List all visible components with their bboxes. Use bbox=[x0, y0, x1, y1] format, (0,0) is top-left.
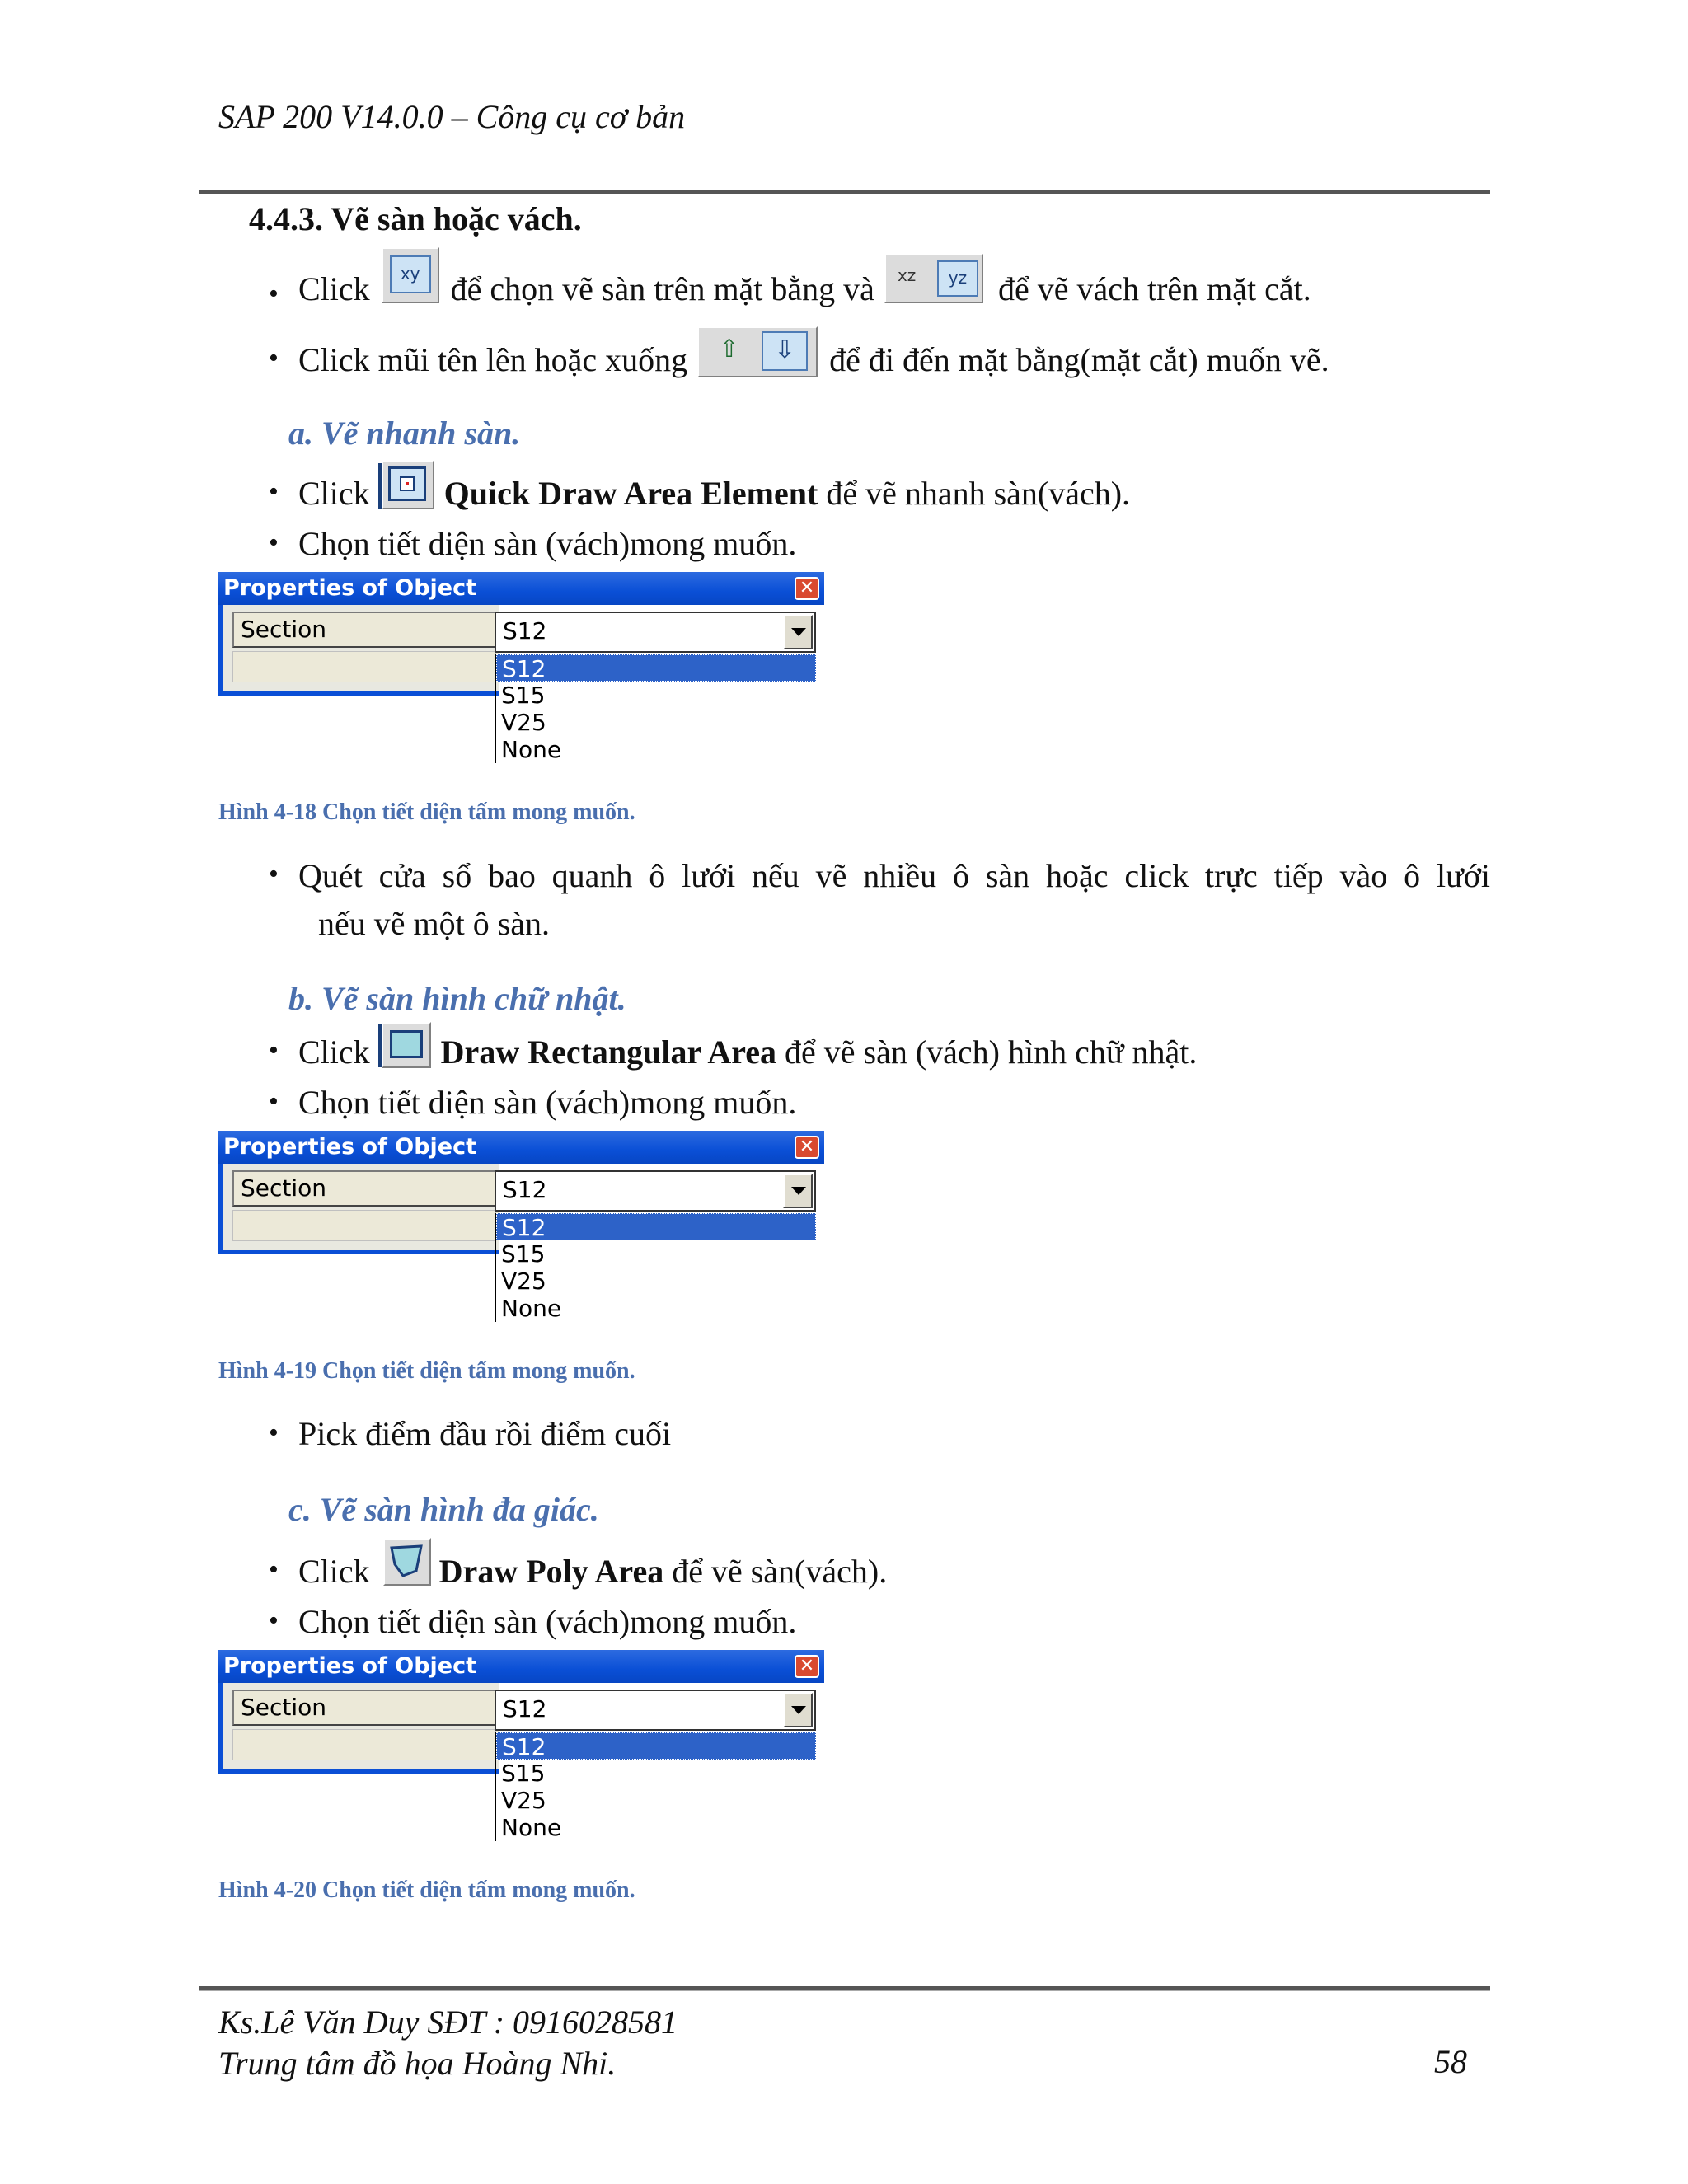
chevron-down-icon[interactable] bbox=[783, 615, 813, 649]
move-down-icon[interactable]: ⇩ bbox=[762, 331, 808, 371]
section-option-list bbox=[495, 654, 816, 763]
section-option[interactable]: S15 bbox=[501, 1240, 546, 1268]
section-option[interactable]: S12 bbox=[496, 1732, 816, 1760]
footer-center: Trung tâm đồ họa Hoàng Nhi. bbox=[218, 2045, 617, 2082]
section-dropdown-value: S12 bbox=[503, 1695, 547, 1722]
yz-view-icon[interactable]: yz bbox=[937, 260, 978, 297]
bullet: • bbox=[269, 476, 279, 507]
xz-yz-view-buttons[interactable] bbox=[884, 254, 983, 303]
dialog-title: Properties of Object bbox=[218, 572, 824, 605]
properties-dialog bbox=[218, 1131, 824, 1322]
polygon-icon bbox=[385, 1540, 429, 1584]
bullet: • bbox=[269, 343, 279, 373]
dialog-title: Properties of Object bbox=[218, 1650, 824, 1683]
footer-rule bbox=[199, 1986, 1490, 1991]
part-c-heading: c. Vẽ sàn hình đa giác. bbox=[288, 1491, 599, 1528]
chevron-down-icon[interactable] bbox=[783, 1174, 813, 1208]
tool-name: Draw Rectangular Area bbox=[440, 1033, 777, 1071]
section-option[interactable]: S15 bbox=[501, 1760, 546, 1787]
click-word: Click bbox=[298, 474, 370, 512]
section-option[interactable]: S12 bbox=[496, 654, 816, 682]
footer-author: Ks.Lê Văn Duy SĐT : 0916028581 bbox=[218, 2004, 678, 2041]
part-a-heading: a. Vẽ nhanh sàn. bbox=[288, 415, 521, 452]
part-c-line-2: Chọn tiết diện sàn (vách)mong muốn. bbox=[298, 1603, 797, 1640]
bullet: • bbox=[269, 1035, 279, 1066]
page-header-title: SAP 200 V14.0.0 – Công cụ cơ bản bbox=[218, 98, 686, 135]
bullet: • bbox=[269, 1554, 279, 1585]
part-a-paragraph bbox=[298, 852, 1490, 948]
bullet: • bbox=[269, 1086, 279, 1117]
figure-caption: Hình 4-20 Chọn tiết diện tấm mong muốn. bbox=[218, 1877, 635, 1903]
intro-line-2-start: Click mũi tên lên hoặc xuống bbox=[298, 340, 688, 378]
bullet: • bbox=[269, 1605, 279, 1636]
level-nav-buttons[interactable] bbox=[697, 326, 818, 377]
section-heading: 4.4.3. Vẽ sàn hoặc vách. bbox=[249, 200, 582, 237]
close-icon[interactable]: ✕ bbox=[795, 1136, 819, 1159]
section-label-blank bbox=[232, 1729, 496, 1760]
close-icon[interactable]: ✕ bbox=[795, 1655, 819, 1678]
part-a-line-2: Chọn tiết diện sàn (vách)mong muốn. bbox=[298, 525, 797, 562]
section-option[interactable]: V25 bbox=[501, 1787, 546, 1814]
quick-draw-area-button[interactable] bbox=[382, 460, 434, 509]
section-label-blank bbox=[232, 1210, 496, 1241]
section-option[interactable]: V25 bbox=[501, 1268, 546, 1295]
tool-name: Quick Draw Area Element bbox=[443, 474, 818, 512]
section-option[interactable]: S12 bbox=[496, 1213, 816, 1240]
intro-line-1 bbox=[298, 247, 1311, 330]
section-option[interactable]: S15 bbox=[501, 682, 546, 709]
section-label: Section bbox=[232, 1170, 496, 1207]
part-c-line-1-end: để vẽ sàn(vách). bbox=[672, 1552, 888, 1590]
move-up-icon[interactable]: ⇧ bbox=[719, 335, 740, 363]
dialog-title: Properties of Object bbox=[218, 1131, 824, 1164]
part-a-line-1-end: để vẽ nhanh sàn(vách). bbox=[826, 474, 1131, 512]
section-dropdown[interactable] bbox=[495, 612, 816, 653]
bullet: • bbox=[269, 859, 279, 889]
part-b-line-3: Pick điểm đầu rồi điểm cuối bbox=[298, 1415, 672, 1452]
bullet: • bbox=[269, 527, 279, 558]
click-word: Click bbox=[298, 1033, 370, 1071]
draw-rectangular-area-button[interactable] bbox=[382, 1022, 431, 1068]
quick-draw-area-icon bbox=[388, 466, 426, 501]
xy-view-button[interactable] bbox=[382, 247, 439, 303]
click-word: Click bbox=[298, 1552, 370, 1590]
part-a-line-3: Quét cửa sổ bao quanh ô lưới nếu vẽ nhiều ô sàn hoặc click trực tiếp vào ô lưới bbox=[298, 857, 1490, 894]
section-dropdown[interactable] bbox=[495, 1690, 816, 1731]
rectangle-icon bbox=[390, 1030, 423, 1058]
section-label: Section bbox=[232, 612, 496, 648]
dialog-body bbox=[218, 605, 499, 696]
part-b-line-1 bbox=[298, 1010, 1197, 1093]
bullet: • bbox=[269, 1418, 279, 1448]
section-option-list bbox=[495, 1732, 816, 1841]
properties-dialog bbox=[218, 1650, 824, 1841]
figure-caption: Hình 4-19 Chọn tiết diện tấm mong muốn. bbox=[218, 1358, 635, 1384]
part-a-line-1 bbox=[298, 452, 1130, 534]
tool-name: Draw Poly Area bbox=[438, 1552, 664, 1590]
section-dropdown-value: S12 bbox=[503, 1176, 547, 1203]
part-c-line-1 bbox=[298, 1530, 887, 1612]
intro-line-2-end: để đi đến mặt bằng(mặt cắt) muốn vẽ. bbox=[829, 340, 1329, 378]
section-option[interactable]: None bbox=[501, 1814, 562, 1841]
part-b-line-1-end: để vẽ sàn (vách) hình chữ nhật. bbox=[785, 1033, 1198, 1071]
section-label-blank bbox=[232, 651, 496, 682]
chevron-down-icon[interactable] bbox=[783, 1693, 813, 1727]
dialog-body bbox=[218, 1683, 499, 1774]
draw-poly-area-button[interactable] bbox=[383, 1538, 431, 1586]
xy-view-icon: xy bbox=[390, 255, 431, 293]
header-rule bbox=[199, 190, 1490, 194]
close-icon[interactable]: ✕ bbox=[795, 577, 819, 600]
intro-line-1-end: để vẽ vách trên mặt cắt. bbox=[997, 269, 1311, 307]
dialog-body bbox=[218, 1164, 499, 1254]
section-label: Section bbox=[232, 1690, 496, 1726]
figure-caption: Hình 4-18 Chọn tiết diện tấm mong muốn. bbox=[218, 799, 635, 825]
xz-view-icon[interactable]: xz bbox=[897, 265, 917, 285]
intro-line-2 bbox=[298, 318, 1329, 401]
part-b-heading: b. Vẽ sàn hình chữ nhật. bbox=[288, 980, 626, 1017]
section-dropdown-value: S12 bbox=[503, 617, 547, 644]
section-option-list bbox=[495, 1213, 816, 1322]
click-word: Click bbox=[298, 269, 370, 307]
section-option[interactable]: None bbox=[501, 1295, 562, 1322]
section-option[interactable]: None bbox=[501, 736, 562, 763]
part-b-line-2: Chọn tiết diện sàn (vách)mong muốn. bbox=[298, 1084, 797, 1121]
page-number: 58 bbox=[1434, 2043, 1467, 2080]
intro-line-1-mid: để chọn vẽ sàn trên mặt bằng và bbox=[450, 269, 874, 307]
properties-dialog bbox=[218, 572, 824, 763]
part-a-line-4: nếu vẽ một ô sàn. bbox=[318, 905, 551, 942]
section-option[interactable]: V25 bbox=[501, 709, 546, 736]
bullet: • bbox=[269, 279, 279, 309]
section-dropdown[interactable] bbox=[495, 1170, 816, 1212]
